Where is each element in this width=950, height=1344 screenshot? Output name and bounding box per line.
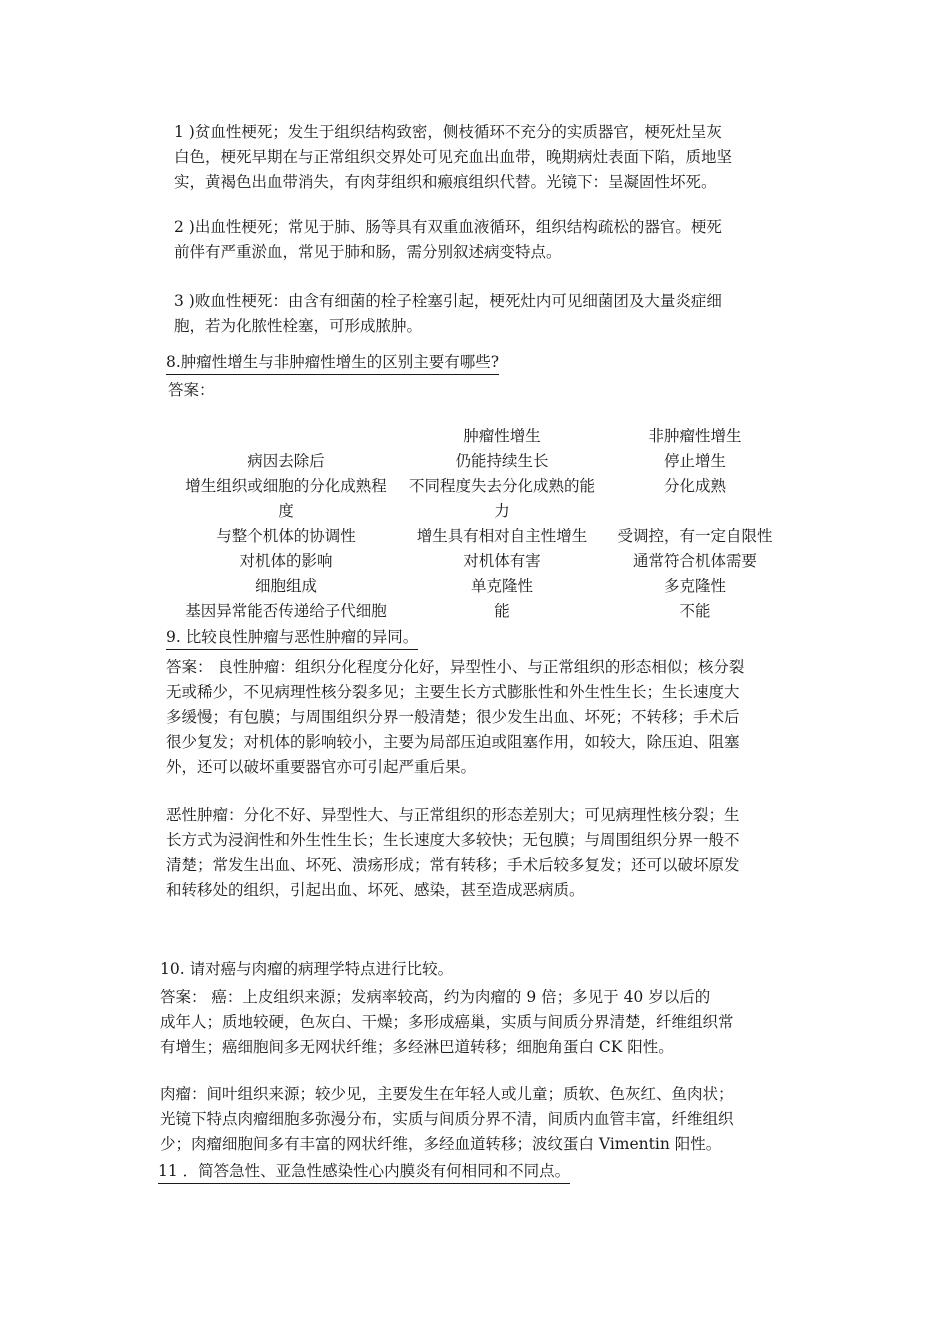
table-cell: 增生组织或细胞的分化成熟程 度 (185, 477, 387, 520)
hyperplasia-comparison-table (168, 424, 790, 624)
table-header-cell: 非肿瘤性增生 (648, 427, 742, 445)
table-cell: 仍能持续生长 (455, 452, 549, 470)
table-cell: 增生具有相对自主性增生 (416, 527, 588, 545)
table-cell: 受调控，有一定自限性 (617, 527, 773, 545)
malignant-tumor-answer: 恶性肿瘤：分化不好、异型性大、与正常组织的形态差别大；可见病理性核分裂；生 长方式为浸润性和外生性生长；生长速度大多较快；无包膜；与周围组织分界一般不 清楚；常发生出血、坏死、溃疡形成；常有转移；手术后较多复发；还可以破坏原发 和转移处的组织，引起出血、坏死、感染，甚至造成恶病质。 (166, 806, 740, 899)
question-8-answer-label: 答案： (168, 381, 215, 399)
table-cell: 分化成熟 (663, 477, 726, 495)
benign-tumor-answer: 答案： 良性肿瘤：组织分化程度分化好，异型性小、与正常组织的形态相似；核分裂 无或稀少，不见病理性核分裂多见；主要生长方式膨胀性和外生性生长；生长速度大 多缓慢；有包膜；与周围组织分界一般清楚；很少发生出血、坏死；不转移；手术后 很少复发；对机体的影响较小，主要为局部压迫或阻塞作用，如较大，除压迫、阻塞 外，还可以破坏重要器官亦可引起严重后果。 (166, 658, 745, 776)
table-cell: 细胞组成 (254, 577, 317, 595)
infarct-hemorrhagic-paragraph: 2 )出血性梗死；常见于肺、肠等具有双重血液循环，组织结构疏松的器官。梗死 前伴有严重淤血，常见于肺和肠，需分别叙述病变特点。 (174, 218, 722, 261)
infarct-septic-paragraph: 3 )败血性梗死：由含有细菌的栓子栓塞引起，梗死灶内可见细菌团及大量炎症细 胞，若为化脓性栓塞，可形成脓肿。 (174, 292, 722, 335)
sarcoma-answer: 肉瘤：间叶组织来源；较少见，主要发生在年轻人或儿童；质软、色灰红、鱼肉状； 光镜下特点肉瘤细胞多弥漫分布，实质与间质分界不清，间质内血管丰富，纤维组织 少；肉瘤细胞间多有丰富的网状纤维，多经血道转移；波纹蛋白 Vimentin 阳性。 (160, 1085, 734, 1153)
table-cell: 与整个机体的协调性 (216, 527, 356, 545)
infarct-anemic-paragraph: 1 )贫血性梗死；发生于组织结构致密，侧枝循环不充分的实质器官，梗死灶呈灰 白色，梗死早期在与正常组织交界处可见充血出血带，晚期病灶表面下陷，质地坚 实，黄褐色出血带消失，有肉芽组织和瘢痕组织代替。光镜下：呈凝固性坏死。 (174, 123, 733, 191)
table-cell: 不同程度失去分化成熟的能 力 (408, 477, 595, 520)
question-10-heading: 10. 请对癌与肉瘤的病理学特点进行比较。 (160, 960, 454, 978)
table-cell: 停止增生 (663, 452, 726, 470)
table-cell: 对机体有害 (463, 552, 541, 570)
table-row (168, 599, 790, 624)
table-cell: 多克隆性 (663, 577, 726, 595)
question-8-heading: 8.肿瘤性增生与非肿瘤性增生的区别主要有哪些? (166, 351, 499, 375)
table-row (168, 474, 790, 524)
question-9-heading: 9. 比较良性肿瘤与恶性肿瘤的异同。 (166, 626, 418, 650)
carcinoma-answer: 答案： 癌：上皮组织来源；发病率较高，约为肉瘤的 9 倍；多见于 40 岁以后的 成年人；质地较硬，色灰白、干燥；多形成癌巢，实质与间质分界清楚，纤维组织常 有增生；癌细胞间多无网状纤维；多经淋巴道转移；细胞角蛋白 CK 阳性。 (160, 988, 734, 1056)
table-cell: 通常符合机体需要 (632, 552, 757, 570)
table-header-row (168, 424, 790, 449)
question-11-heading: 11 ．简答急性、亚急性感染性心内膜炎有何相同和不同点。 (158, 1160, 570, 1184)
table-cell: 不能 (679, 602, 711, 620)
table-cell: 单克隆性 (470, 577, 533, 595)
table-row (168, 449, 790, 474)
table-cell: 能 (494, 602, 510, 620)
table-cell: 基因异常能否传递给子代细胞 (185, 602, 387, 620)
table-header-cell: 肿瘤性增生 (463, 427, 541, 445)
table-cell: 病因去除后 (247, 452, 325, 470)
table-row (168, 524, 790, 549)
table-row (168, 549, 790, 574)
table-cell: 对机体的影响 (239, 552, 333, 570)
table-header-cell (168, 424, 404, 449)
table-row (168, 574, 790, 599)
